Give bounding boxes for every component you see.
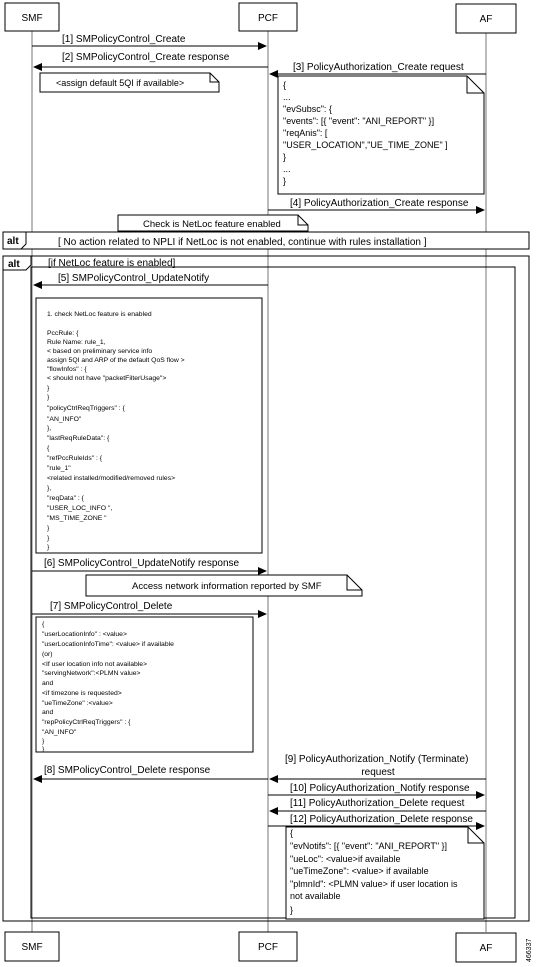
message-3-label: [3] PolicyAuthorization_Create request	[293, 62, 464, 73]
note-create-request-body	[278, 76, 484, 194]
note-line: < based on preliminary service info	[47, 348, 153, 355]
note-line: "reqAnis": [	[283, 128, 328, 138]
note-line: "ueTimeZone": <value> if available	[290, 866, 429, 876]
note-line: "evSubsc": {	[283, 104, 332, 114]
note-check-netloc-text: Check is NetLoc feature enabled	[143, 219, 281, 230]
note-line: "ueTimeZone" :<value>	[42, 700, 113, 707]
note-line: "rule_1"	[47, 465, 71, 472]
message-1-label: [1] SMPolicyControl_Create	[62, 34, 186, 45]
note-line: "plmnId": <PLMN value> if user location is	[290, 879, 458, 889]
note-delete-response-body	[286, 827, 484, 919]
note-line: }	[283, 152, 287, 162]
note-line: },	[47, 425, 52, 432]
message-4	[268, 198, 484, 210]
message-5-label: [5] SMPolicyControl_UpdateNotify	[58, 273, 210, 284]
note-line: ...	[283, 164, 291, 174]
alt-fragment-1-tag: alt	[7, 236, 19, 247]
note-line: {	[290, 828, 294, 838]
note-line: {	[47, 445, 50, 452]
note-access-info-text: Access network information reported by SMF	[132, 581, 322, 592]
note-access-info	[86, 575, 362, 596]
note-line: "events": [{ "event": "ANI_REPORT" }]	[283, 116, 435, 126]
message-8-label: [8] SMPolicyControl_Delete response	[44, 765, 211, 776]
message-8	[34, 765, 268, 779]
note-line: },	[47, 485, 52, 492]
note-line: "flowInfos" : {	[47, 366, 87, 373]
note-line: (or)	[42, 651, 53, 658]
message-2	[34, 52, 268, 67]
note-line: "ueLoc": <value>if available	[290, 854, 401, 864]
message-12-label: [12] PolicyAuthorization_Delete response	[290, 814, 473, 825]
note-line: assign 5QI and ARP of the default QoS flow >	[47, 357, 185, 364]
note-assign-5qi-text: <assign default 5QI if available>	[56, 78, 185, 88]
note-line: "lastReqRuleData": {	[47, 435, 110, 442]
note-line: }	[47, 544, 50, 551]
message-1	[32, 34, 266, 46]
note-line: }	[283, 176, 287, 186]
alt-fragment-1	[3, 232, 529, 249]
note-line: and	[42, 680, 54, 687]
participant-pcf-bottom	[239, 932, 297, 961]
note-assign-5qi	[40, 73, 219, 92]
note-line: "repPolicyCtrlReqTriggers" : {	[42, 719, 131, 726]
participant-pcf-label: PCF	[258, 13, 278, 24]
note-line: "policyCtrlReqTriggers" : {	[47, 405, 125, 412]
note-delete-body	[36, 617, 253, 753]
note-line: }	[42, 738, 45, 745]
note-line: }	[47, 385, 50, 392]
note-line: <related installed/modified/removed rules>	[47, 475, 176, 482]
note-line: "USER_LOC_INFO ",	[47, 505, 113, 512]
message-5	[34, 273, 268, 285]
participant-af-bottom	[456, 933, 516, 962]
message-11	[270, 798, 486, 811]
note-line: }	[290, 905, 294, 915]
note-line: "AN_INFO"	[47, 416, 82, 423]
note-line: "refPccRuleIds" : {	[47, 455, 103, 462]
participant-smf-bottom	[5, 932, 59, 961]
note-line: <If user location info not available>	[42, 661, 148, 668]
note-line: "AN_INFO"	[42, 729, 77, 736]
message-3	[270, 62, 486, 74]
note-line: Rule Name: rule_1,	[47, 339, 106, 346]
note-line: PccRule: {	[47, 330, 79, 337]
message-4-label: [4] PolicyAuthorization_Create response	[290, 198, 469, 209]
participant-af-label: AF	[479, 943, 493, 954]
message-9-label: [9] PolicyAuthorization_Notify (Terminate)	[285, 754, 469, 765]
note-line: "servingNetwork":<PLMN value>	[42, 670, 141, 677]
note-line: "evNotifs": [{ "event": "ANI_REPORT" }]	[290, 841, 448, 851]
participant-af-label: AF	[479, 14, 493, 25]
note-line: }	[47, 525, 50, 532]
participant-smf-label: SMF	[21, 942, 43, 953]
message-11-label: [11] PolicyAuthorization_Delete request	[290, 798, 465, 809]
participant-smf-top	[5, 3, 59, 31]
participant-smf-label: SMF	[21, 13, 43, 24]
note-line: "MS_TIME_ZONE "	[47, 515, 107, 522]
note-update-notify-body	[36, 298, 262, 553]
note-line: "userLocationInfo" : <value>	[42, 631, 127, 638]
note-line: }	[42, 746, 45, 753]
note-line: < should not have "packetFilterUsage">	[47, 375, 167, 382]
note-line: {	[42, 621, 45, 628]
alt-fragment-2-tag: alt	[8, 259, 20, 270]
note-line: "userLocationInfoTime": <value> if available	[42, 641, 174, 648]
message-9-label-cont: request	[361, 767, 395, 778]
participant-pcf-top	[239, 3, 297, 31]
alt-fragment-1-guard: [ No action related to NPLI if NetLoc is not enabled, continue with rules installation ]	[58, 237, 427, 248]
note-line: not available	[290, 891, 341, 901]
note-line: ...	[283, 92, 291, 102]
message-12	[268, 814, 484, 826]
note-line: and	[42, 709, 54, 716]
message-10	[268, 783, 484, 795]
note-line: 1. check NetLoc feature is enabled	[47, 311, 152, 318]
figure-id: 466337	[526, 938, 533, 962]
message-9	[270, 754, 486, 779]
note-line: }	[47, 535, 50, 542]
message-7-label: [7] SMPolicyControl_Delete	[50, 601, 173, 612]
message-2-label: [2] SMPolicyControl_Create response	[62, 52, 230, 63]
note-line: <if timezone is requested>	[42, 690, 122, 697]
message-6-label: [6] SMPolicyControl_UpdateNotify response	[44, 558, 240, 569]
alt-fragment-2-guard: [if NetLoc feature is enabled]	[48, 258, 176, 269]
participant-af-top	[456, 4, 516, 33]
participant-pcf-label: PCF	[258, 942, 278, 953]
note-line: "USER_LOCATION","UE_TIME_ZONE" ]	[283, 140, 448, 150]
note-line: {	[283, 80, 287, 90]
message-10-label: [10] PolicyAuthorization_Notify response	[290, 783, 470, 794]
note-check-netloc	[118, 215, 308, 231]
message-6	[32, 558, 266, 571]
note-line: "reqData" : {	[47, 495, 84, 502]
message-7	[32, 601, 266, 614]
note-line: }	[47, 394, 50, 401]
